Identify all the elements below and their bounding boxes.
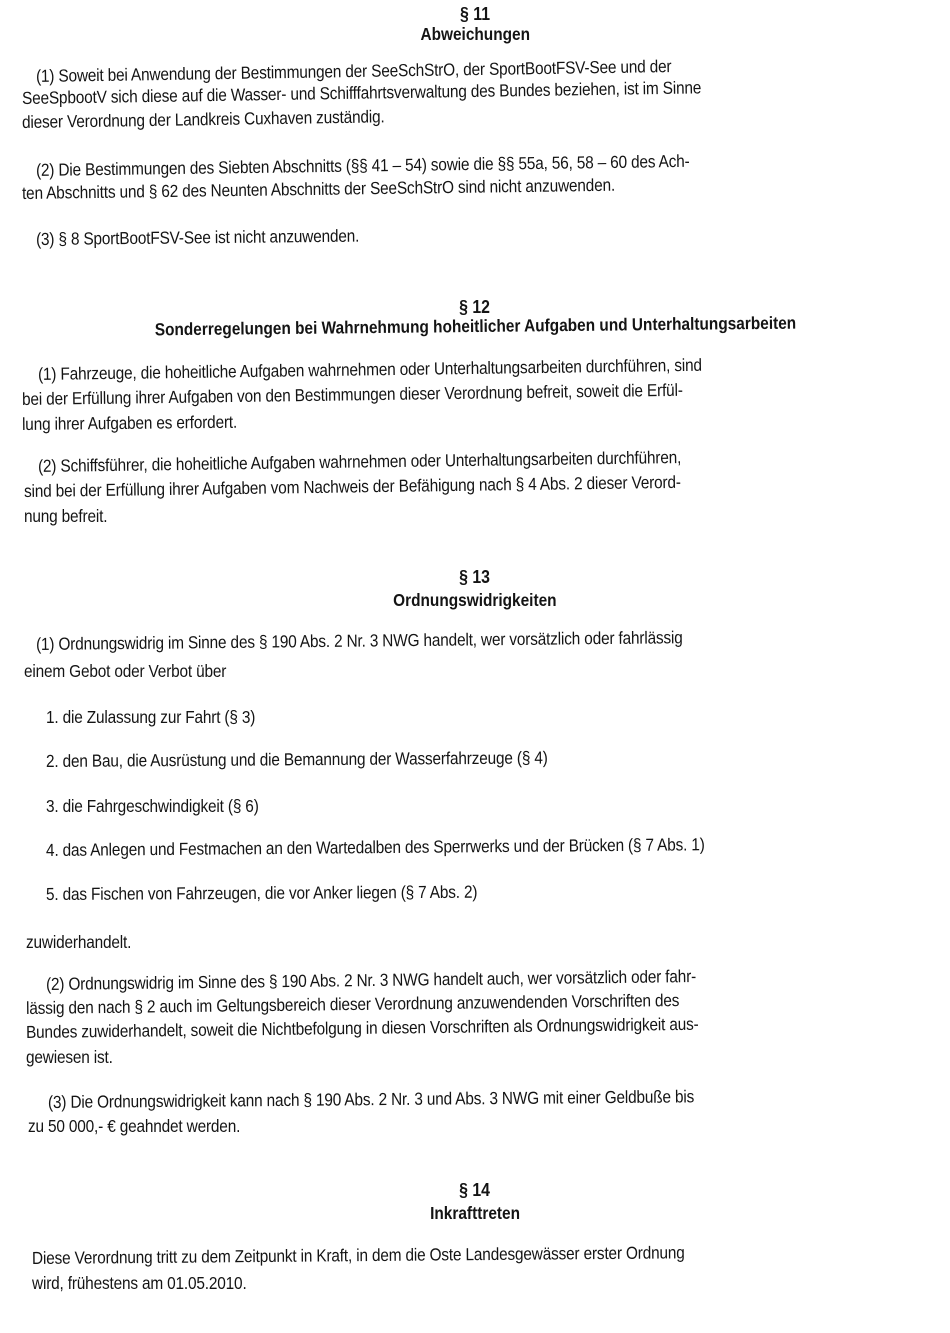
paragraph-line [24,506,119,526]
section-title [0,590,950,610]
section-number-text: § 11 [460,4,490,24]
line-text: zu 50 000,- € geahndet werden. [28,1116,241,1136]
line-text: einem Gebot oder Verbot über [24,661,227,681]
paragraph-line [22,379,773,409]
paragraph-line [26,932,146,952]
line-text: sind bei der Erfüllung ihrer Aufgaben vom Nachweis der Befähigung nach § 4 Abs. 2 dieser Verord- [23,471,681,501]
paragraph-line [22,411,267,434]
line-text: lässig den nach § 2 auch im Geltungsbereich dieser Verordnung anzuwendenden Vorschriften des [25,990,680,1018]
paragraph-line [24,471,771,501]
line-text: Bundes zuwiderhandelt, soweit die Nichtbefolgung in diesen Vorschriften als Ordnungswidrigkeit aus- [25,1013,699,1042]
list-item [46,747,616,771]
list-item-text: 4. das Anlegen und Festmachen an den Wartedalben des Sperrwerks und der Brücken (§ 7 Abs. 1) [45,834,705,860]
line-text: wird, frühestens am 01.05.2010. [32,1273,247,1293]
list-item-text: 1. die Zulassung zur Fahrt (§ 3) [46,707,256,727]
list-item [46,881,536,904]
line-text: (2) Die Bestimmungen des Siebten Abschnitts (§§ 41 – 54) sowie die §§ 55a, 56, 58 – 60 des Ach- [35,150,690,180]
list-item [46,833,795,860]
paragraph-line [26,1013,790,1042]
list-item-text: 2. den Bau, die Ausrüstung und die Bemannung der Wasserfahrzeuge (§ 4) [45,747,548,771]
list-item [46,796,288,816]
section-number [0,1180,950,1200]
list-item [46,707,284,727]
section-number [0,4,950,24]
section-title-text: Sonderregelungen bei Wahrnehmung hoheitlicher Aufgaben und Unterhaltungsarbeiten [154,312,796,340]
paragraph-line [22,106,434,132]
line-text: SeeSpbootV sich diese auf die Wasser- und Schifffahrtsverwaltung des Bundes beziehen, ist im Sinne [21,77,702,108]
line-text: gewiesen ist. [26,1047,113,1067]
section-title-text: Inkrafttreten [430,1203,520,1223]
paragraph-line [28,1116,269,1136]
section-title-text: Abweichungen [420,24,530,44]
line-text: (2) Schiffsführer, die hoheitliche Aufgaben wahrnehmen oder Unterhaltungsarbeiten durchführen, [37,447,682,476]
line-text: (1) Soweit bei Anwendung der Bestimmungen der SeeSchStrO, der SportBootFSV-See und der [35,56,672,86]
line-text: (3) Die Ordnungswidrigkeit kann nach § 190 Abs. 2 Nr. 3 und Abs. 3 NWG mit einer Geldbuße bis [47,1086,695,1112]
paragraph-line [32,1242,774,1268]
list-item-text: 3. die Fahrgeschwindigkeit (§ 6) [46,796,259,816]
section-number-text: § 14 [459,1180,491,1200]
section-title [0,24,950,44]
line-text: bei der Erfüllung ihrer Aufgaben von den Bestimmungen dieser Verordnung befreit, soweit die Erfül- [21,379,683,409]
list-item-text: 5. das Fischen von Fahrzeugen, die vor Anker liegen (§ 7 Abs. 2) [45,881,478,904]
section-number [0,567,950,587]
line-text: (1) Ordnungswidrig im Sinne des § 190 Abs. 2 Nr. 3 NWG handelt, wer vorsätzlich oder fahrlässig [35,627,683,654]
line-text: Diese Verordnung tritt zu dem Zeitpunkt in Kraft, in dem die Oste Landesgewässer erster Ordnung [31,1242,685,1268]
section-title [0,1203,950,1223]
section-number-text: § 13 [459,567,491,587]
line-text: zuwiderhandelt. [26,932,132,952]
paragraph-line [24,661,254,681]
section-number-text: § 12 [459,297,491,317]
paragraph-line [26,1047,125,1067]
paragraph-line [36,626,771,654]
line-text: lung ihrer Aufgaben es erfordert. [21,411,238,434]
line-text: nung befreit. [24,506,108,526]
section-title-text: Ordnungswidrigkeiten [393,590,557,610]
paragraph-line [36,225,403,249]
line-text: (1) Fahrzeuge, die hoheitliche Aufgaben wahrnehmen oder Unterhaltungsarbeiten durchführen, sind [37,354,702,384]
line-text: dieser Verordnung der Landkreis Cuxhaven zuständig. [21,106,385,132]
line-text: ten Abschnitts und § 62 des Neunten Abschnitts der SeeSchStrO sind nicht anzuwenden. [21,174,616,203]
line-text: (3) § 8 SportBootFSV-See ist nicht anzuwenden. [35,225,360,249]
paragraph-line [48,1086,782,1112]
paragraph-line [32,1273,276,1293]
line-text: (2) Ordnungswidrig im Sinne des § 190 Abs. 2 Nr. 3 NWG handelt auch, wer vorsätzlich oder fahr- [45,966,697,994]
